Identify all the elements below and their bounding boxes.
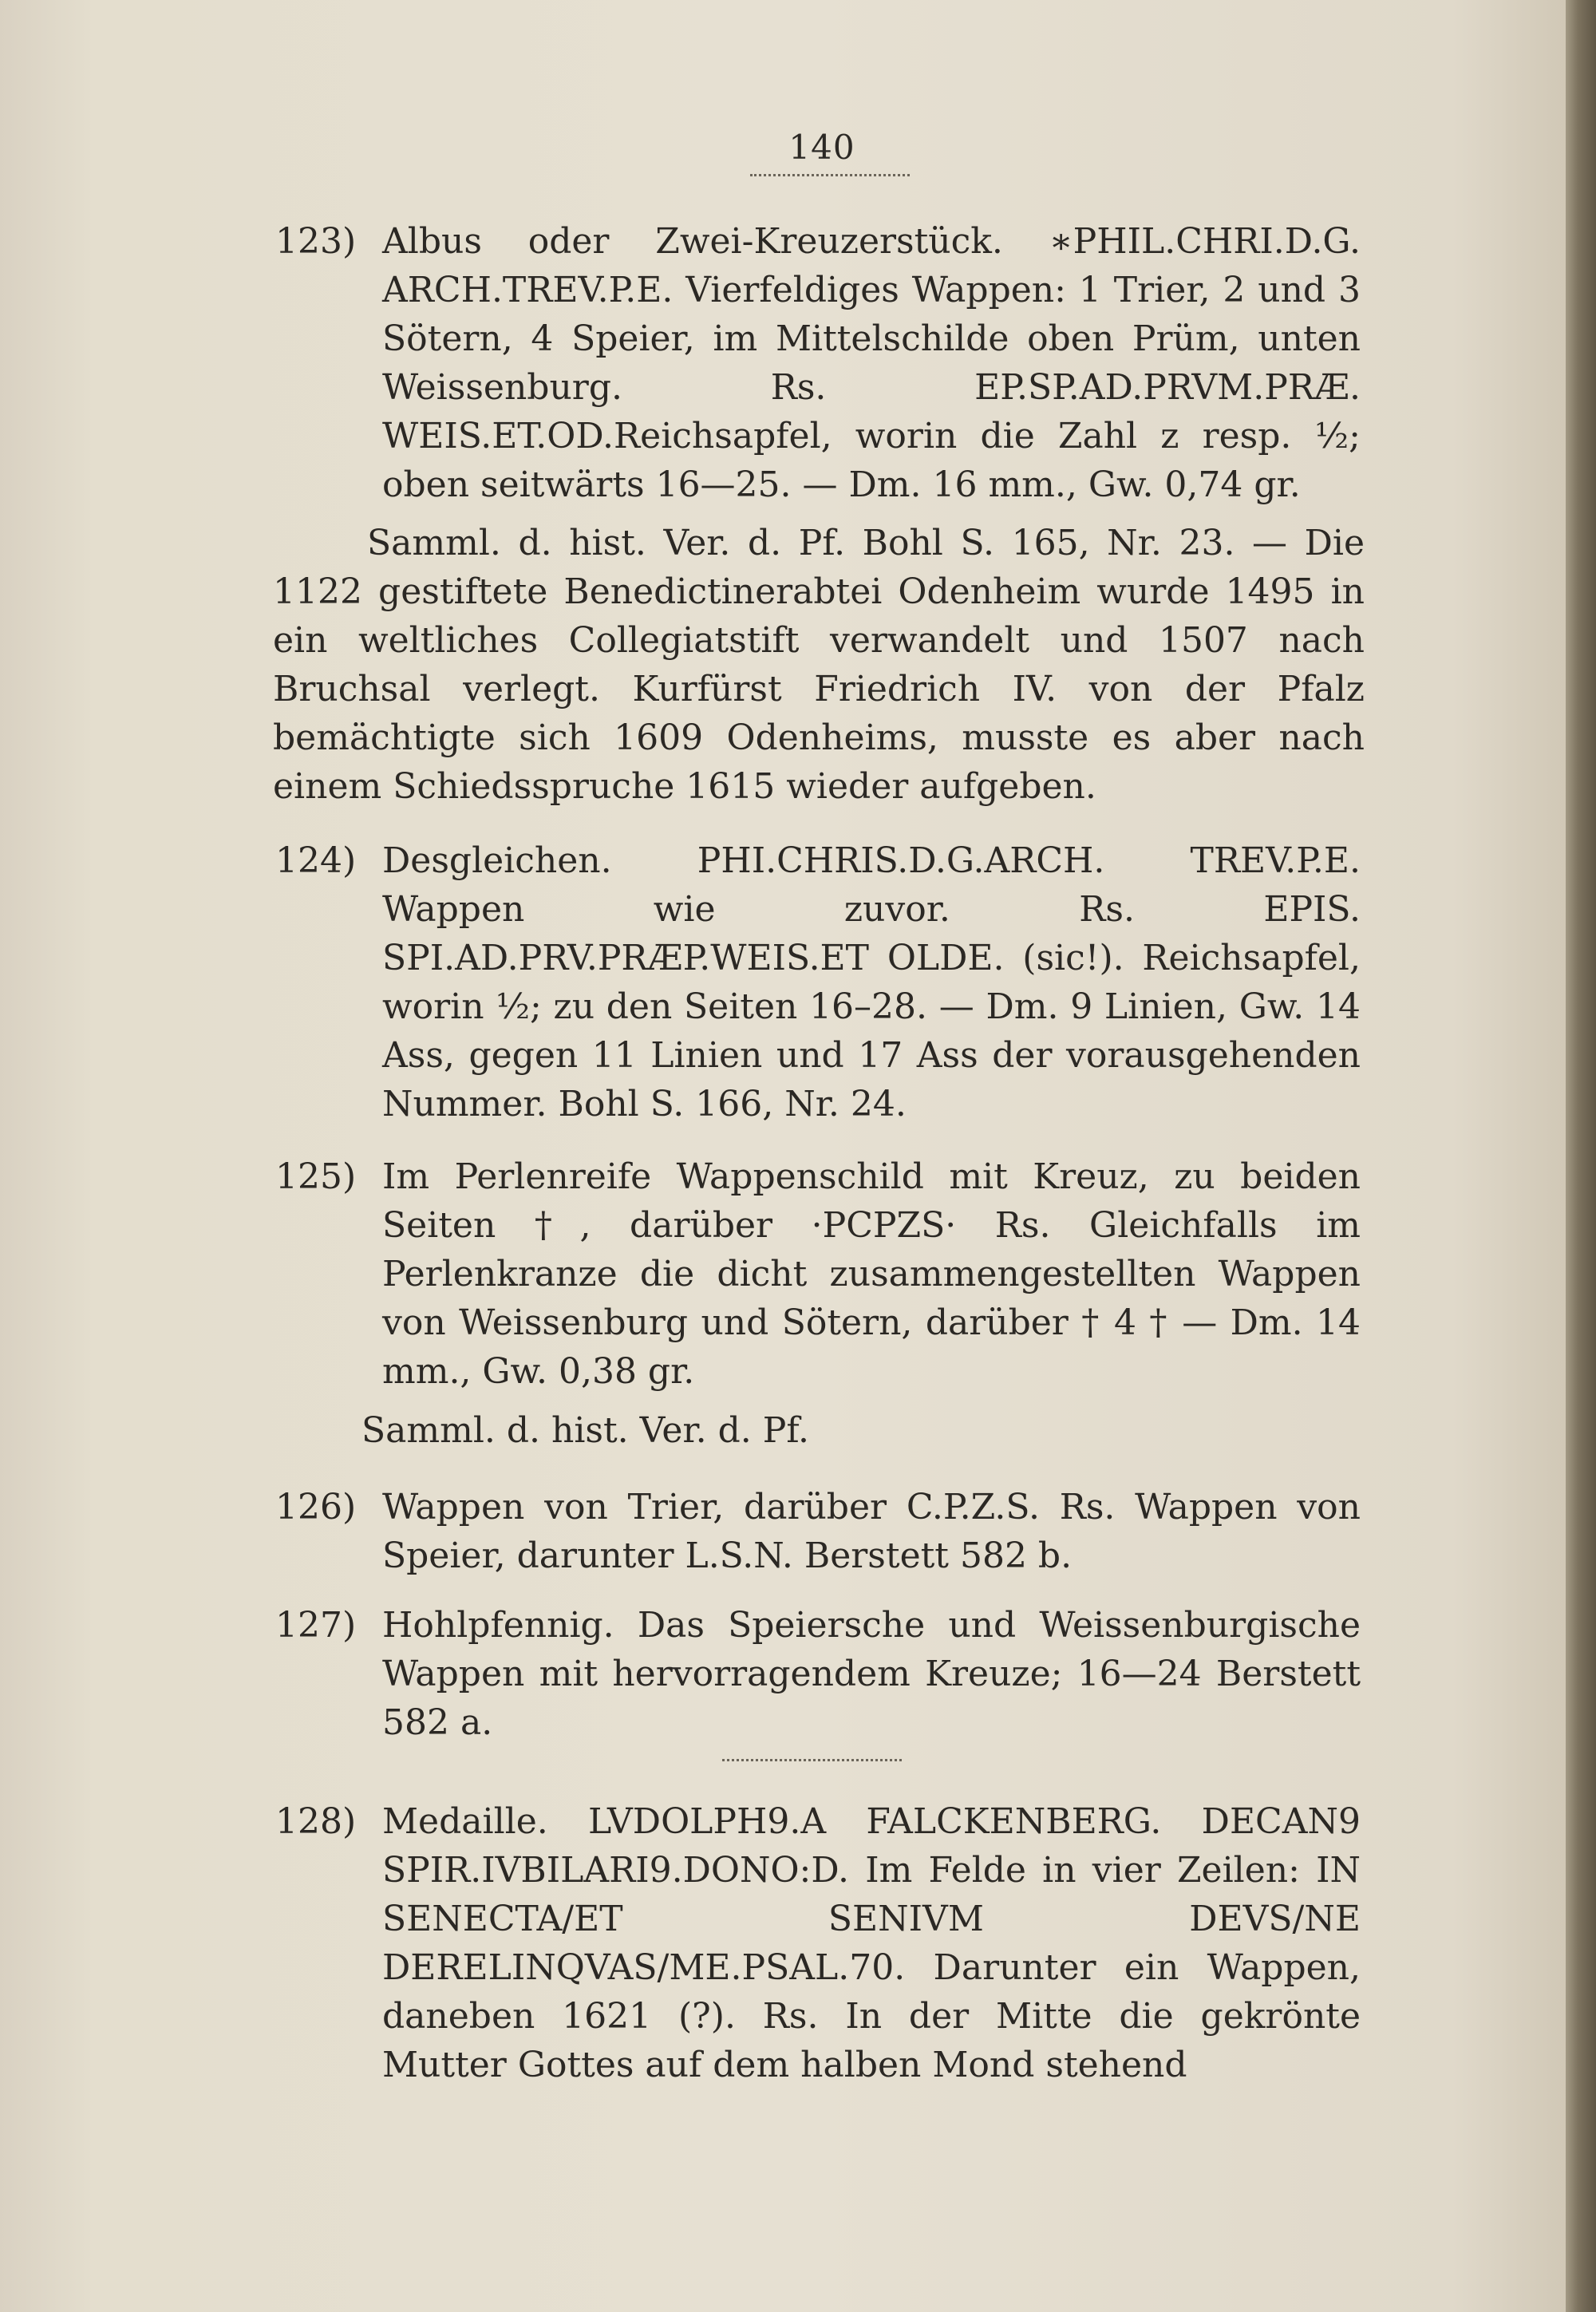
page-number-underline bbox=[750, 174, 910, 176]
catalog-entry-127 bbox=[275, 1601, 1361, 1747]
commentary-paragraph: Samml. d. hist. Ver. d. Pf. Bohl S. 165, Nr. 23. — Die 1122 gestiftete Benedictinerabtei Odenheim wurde 1495 in ein weltliches Collegiatstift verwandelt und 1507 nach Bruchsal verlegt. Kurfürst Friedrich IV. von der Pfalz bemächtigte sich 1609 Odenheims, musste es aber nach einem Schiedsspruche 1615 wieder aufgeben. bbox=[273, 523, 1365, 807]
book-spine-edge bbox=[1566, 0, 1596, 2312]
entry-text: Desgleichen. PHI.CHRIS.D.G.ARCH. TREV.P.E. Wappen wie zuvor. Rs. EPIS. SPI.AD.PRV.PRÆP.WEIS.ET OLDE. (sic!). Reichsapfel, worin ½; zu den Seiten 16–28. — Dm. 9 Linien, Gw. 14 Ass, gegen 11 Linien und 17 Ass der vorausgehenden Nummer. Bohl S. 166, Nr. 24. bbox=[382, 840, 1361, 1124]
collection-note: Samml. d. hist. Ver. d. Pf. bbox=[361, 1410, 810, 1451]
catalog-entry-123 bbox=[275, 217, 1361, 509]
entry-number: 125) bbox=[275, 1156, 357, 1197]
catalog-entry-125 bbox=[275, 1152, 1361, 1396]
page-number: 140 bbox=[788, 128, 855, 167]
entry-text: Hohlpfennig. Das Speiersche und Weissenburgische Wappen mit hervorragendem Kreuze; 16—24 Berstett 582 a. bbox=[382, 1605, 1361, 1743]
entry-number: 123) bbox=[275, 221, 357, 262]
catalog-entry-124 bbox=[275, 836, 1361, 1128]
section-separator bbox=[722, 1759, 902, 1761]
catalog-entry-128 bbox=[275, 1797, 1361, 2089]
entry-number: 126) bbox=[275, 1487, 357, 1528]
entry-text: Medaille. LVDOLPH9.A FALCKENBERG. DECAN9 SPIR.IVBILARI9.DONO:D. Im Felde in vier Zeilen: IN SENECTA/ET SENIVM DEVS/NE DERELINQVAS/ME.PSAL.70. Darunter ein Wappen, daneben 1621 (?). Rs. In der Mitte die gekrönte Mutter Gottes auf dem halben Mond stehend bbox=[382, 1801, 1361, 2085]
entry-text: Albus oder Zwei-Kreuzerstück. ∗PHIL.CHRI.D.G. ARCH.TREV.P.E. Vierfeldiges Wappen: 1 Trier, 2 und 3 Sötern, 4 Speier, im Mittelschilde oben Prüm, unten Weissenburg. Rs. EP.SP.AD.PRVM.PRÆ. WEIS.ET.OD.Reichsapfel, worin die Zahl z resp. ½; oben seitwärts 16—25. — Dm. 16 mm., Gw. 0,74 gr. bbox=[382, 221, 1361, 505]
entry-text: Im Perlenreife Wappenschild mit Kreuz, zu beiden Seiten †, darüber ·PCPZS· Rs. Gleichfalls im Perlenkranze die dicht zusammengestellten Wappen von Weissenburg und Sötern, darüber † 4 † — Dm. 14 mm., Gw. 0,38 gr. bbox=[382, 1156, 1361, 1392]
entry-text: Wappen von Trier, darüber C.P.Z.S. Rs. Wappen von Speier, darunter L.S.N. Berstett 582 b. bbox=[382, 1487, 1361, 1576]
entry-number: 128) bbox=[275, 1801, 357, 1842]
catalog-entry-126 bbox=[275, 1483, 1361, 1580]
entry-number: 124) bbox=[275, 840, 357, 881]
entry-number: 127) bbox=[275, 1605, 357, 1646]
